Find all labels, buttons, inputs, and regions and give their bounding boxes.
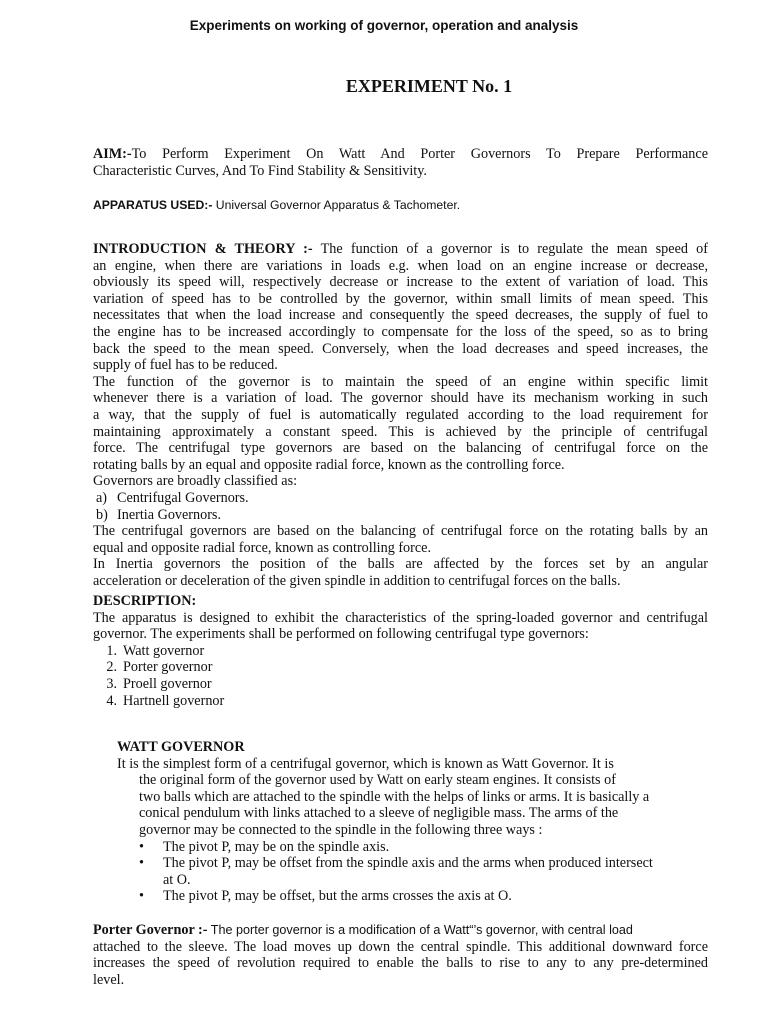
apparatus-line bbox=[93, 197, 460, 214]
intro-line: Governors are broadly classified as: bbox=[93, 473, 298, 490]
bullet-icon: • bbox=[139, 838, 144, 855]
list-item: 3. Proell governor bbox=[106, 675, 212, 692]
aim-line-1: AIM:-To Perform Experiment On Watt And Porter Governors To Prepare Performance bbox=[93, 146, 708, 162]
intro-line: obviously its speed will, respectively decrease or increase to the extent of variation of load. This bbox=[93, 274, 708, 291]
intro-line: an engine, when there are variations in loads e.g. when load on an engine increase or decrease, bbox=[93, 257, 708, 274]
intro-line: force. The centrifugal type governors are based on the balancing of centrifugal force on the bbox=[93, 440, 708, 457]
watt-governor-section bbox=[117, 739, 707, 905]
watt-line: It is the simplest form of a centrifugal governor, which is known as Watt Governor. It is bbox=[117, 755, 614, 772]
description-heading: DESCRIPTION: bbox=[93, 593, 197, 609]
bullet-continuation: at O. bbox=[163, 871, 191, 888]
intro-line: necessitates that when the load increase and consequently the speed decreases, the supply of fuel to bbox=[93, 307, 708, 324]
watt-line: two balls which are attached to the spindle with the helps of links or arms. It is basically a bbox=[139, 788, 650, 805]
list-item: 1. Watt governor bbox=[106, 642, 205, 659]
intro-line: back the speed to the mean speed. Conversely, when the load decreases and speed increases, the bbox=[93, 340, 708, 357]
watt-bullets bbox=[117, 839, 707, 905]
list-item: 2. Porter governor bbox=[106, 659, 213, 676]
governor-list bbox=[93, 643, 708, 709]
intro-line: supply of fuel has to be reduced. bbox=[93, 357, 278, 374]
watt-line: governor may be connected to the spindle in the following three ways : bbox=[139, 821, 543, 838]
bullet-item: • The pivot P, may be offset from the spindle axis and the arms when produced intersect bbox=[139, 855, 653, 872]
bullet-item: • The pivot P, may be on the spindle axis. bbox=[139, 838, 390, 855]
intro-line: a way, that the supply of fuel is automatically regulated according to the load requirement for bbox=[93, 406, 708, 423]
experiment-title: EXPERIMENT No. 1 bbox=[345, 76, 513, 96]
intro-line: the engine has to be increased accordingly to compensate for the loss of the speed, so as to bring bbox=[93, 323, 708, 340]
aim-section bbox=[93, 146, 708, 179]
porter-governor-section bbox=[93, 922, 708, 988]
classification-item: a) Centrifugal Governors. bbox=[96, 489, 249, 506]
intro-line: whenever there is a variation of load. The governor should have its mechanism working in such bbox=[93, 390, 708, 407]
intro-after-line: equal and opposite radial force, known as controlling force. bbox=[93, 539, 432, 556]
intro-line: variation of speed has to be controlled by the governor, within small limits of mean speed. This bbox=[93, 290, 708, 307]
porter-line: level. bbox=[93, 971, 125, 988]
description-line: The apparatus is designed to exhibit the characteristics of the spring-loaded governor and centrifugal bbox=[93, 609, 708, 626]
intro-line: maintaining approximately a constant speed. This is achieved by the principle of centrifugal bbox=[93, 423, 708, 440]
apparatus-label: APPARATUS USED:- bbox=[93, 198, 213, 212]
intro-line: rotating balls by an equal and opposite radial force, known as the controlling force. bbox=[93, 456, 565, 473]
porter-label: Porter Governor :- bbox=[93, 922, 208, 938]
intro-label: INTRODUCTION & THEORY :- bbox=[93, 241, 313, 257]
aim-label: AIM:- bbox=[93, 146, 132, 162]
bullet-icon: • bbox=[139, 855, 144, 872]
watt-heading: WATT GOVERNOR bbox=[117, 739, 245, 755]
aim-line-2: Characteristic Curves, And To Find Stability & Sensitivity. bbox=[93, 162, 427, 179]
bullet-item: • The pivot P, may be offset, but the arms crosses the axis at O. bbox=[139, 888, 512, 905]
intro-after-line: The centrifugal governors are based on the balancing of centrifugal force on the rotating balls by an bbox=[93, 523, 708, 540]
intro-after-line: acceleration or deceleration of the given spindle in addition to centrifugal forces on the balls. bbox=[93, 572, 621, 589]
list-item: 4. Hartnell governor bbox=[106, 692, 225, 709]
classification-item: b) Inertia Governors. bbox=[96, 506, 222, 523]
porter-line: Porter Governor :- The porter governor is a modification of a Watt“’s governor, with central load bbox=[93, 922, 633, 938]
description-section bbox=[93, 593, 708, 709]
intro-line: The function of the governor is to maintain the speed of an engine within specific limit bbox=[93, 373, 708, 390]
document-header: Experiments on working of governor, operation and analysis bbox=[189, 18, 579, 33]
apparatus-text: Universal Governor Apparatus & Tachometer. bbox=[212, 198, 461, 212]
watt-line: the original form of the governor used by Watt on early steam engines. It consists of bbox=[139, 772, 616, 789]
introduction-section bbox=[93, 241, 708, 589]
bullet-icon: • bbox=[139, 888, 144, 905]
porter-line: attached to the sleeve. The load moves up down the central spindle. This additional downward force bbox=[93, 938, 708, 955]
intro-after-line: In Inertia governors the position of the balls are affected by the forces set by an angular bbox=[93, 556, 708, 573]
watt-line: conical pendulum with links attached to a sleeve of negligible mass. The arms of the bbox=[139, 805, 619, 822]
intro-line: INTRODUCTION & THEORY :- The function of a governor is to regulate the mean speed of bbox=[93, 241, 708, 257]
description-line: governor. The experiments shall be performed on following centrifugal type governors: bbox=[93, 626, 589, 643]
porter-line: increases the speed of revolution required to enable the balls to rise to any to any pre-determined bbox=[93, 955, 708, 972]
